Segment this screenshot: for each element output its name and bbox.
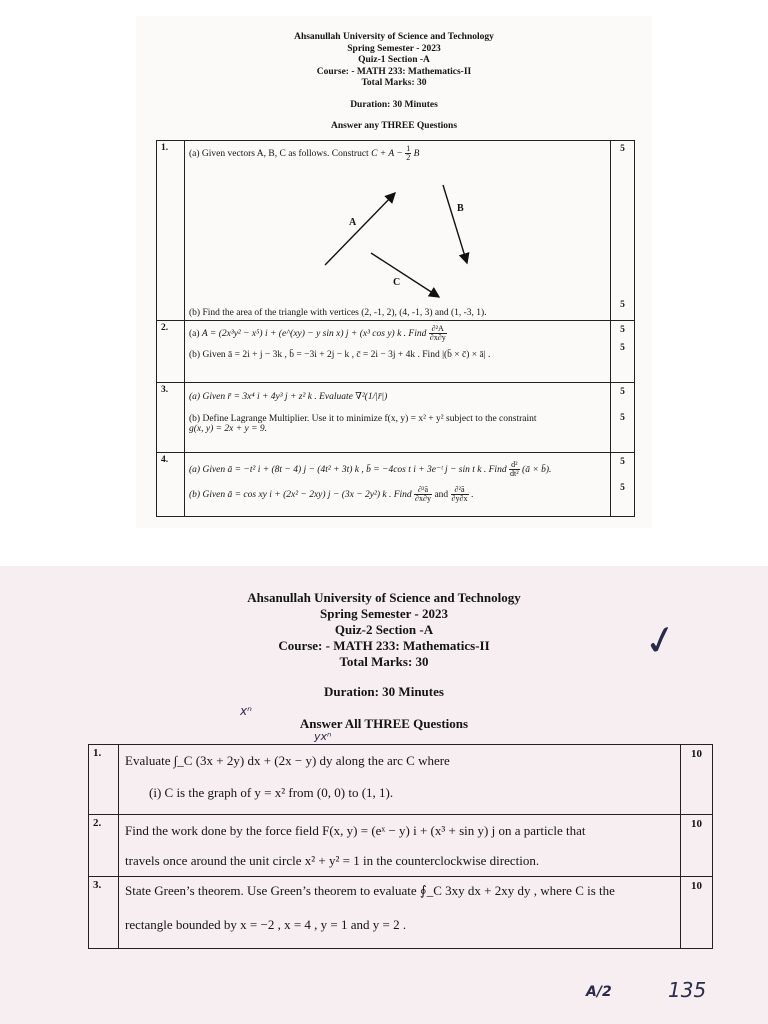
q4-part-a: (a) Given ā = −t² i + (8t − 4) j − (4t² + 3t) k , b̄ = −4cos t i + 3e⁻ᵗ j − sin t k . Find $\frac{\text{d²}}{\text{dt²}}$ (ā × b̄).	[189, 460, 552, 479]
q4-part-b: (b) Given ā = cos xy i + (2x² − 2xy) j − (3x − 2y²) k . Find $\frac{\text{∂²ā}}{\partial x\partial y}$ and $\frac{\text{∂²ā}}{\partial y\partial x}$ .	[189, 485, 474, 504]
quiz1-total-marks: Total Marks: 30	[361, 78, 427, 88]
quiz1-course: Course: - MATH 233: Mathematics-II	[316, 66, 472, 77]
quiz2-instruction: Answer All THREE Questions	[299, 716, 469, 731]
q3-part-a: (a) Given r̄ = 3x⁴ i + 4y³ j + z² k . Evaluate ∇²(1/|r̄|)	[189, 392, 388, 402]
q1-marks: 10	[691, 748, 702, 760]
q4a-marks: 5	[620, 457, 625, 467]
quiz1-university: Ahsanullah University of Science and Technology	[294, 32, 494, 42]
q2-marks: 10	[691, 818, 702, 830]
handwritten-note-yxn: yxⁿ	[314, 730, 332, 743]
quiz1-question-4	[157, 453, 635, 517]
question-number: 3.	[89, 877, 119, 949]
quiz1-semester: Spring Semester - 2023	[347, 43, 441, 54]
quiz2-semester: Spring Semester - 2023	[320, 606, 448, 621]
q3-text-continued: rectangle bounded by x = −2 , x = 4 , y = 1 and y = 2 .	[125, 917, 407, 932]
q3b-marks: 5	[620, 413, 625, 423]
quiz1-question-3	[157, 383, 635, 453]
handwritten-note-xn: xⁿ	[240, 704, 252, 718]
question-number: 1.	[157, 141, 185, 321]
q1-part-b: (b) Find the area of the triangle with vertices (2, -1, 2), (4, -1, 3) and (1, -3, 1).	[189, 308, 487, 318]
q3-part-b: (b) Define Lagrange Multiplier. Use it to minimize f(x, y) = x² + y² subject to the constraint	[189, 414, 537, 424]
quiz1-question-1	[157, 141, 635, 321]
vector-c-arrow	[371, 253, 439, 297]
quiz1-instruction: Answer any THREE Questions	[330, 121, 458, 131]
quiz2-total-marks: Total Marks: 30	[339, 654, 429, 669]
quiz2-duration: Duration: 30 Minutes	[324, 684, 444, 699]
q3-text: State Green’s theorem. Use Green’s theorem to evaluate ∮_C 3xy dx + 2xy dy , where C is the	[125, 883, 615, 898]
q2-text: Find the work done by the force field F(x, y) = (eˣ − y) i + (x³ + sin y) j on a particle that	[125, 823, 586, 838]
handwritten-score: 135	[668, 978, 707, 1002]
quiz2-sheet	[0, 566, 768, 1024]
q2-part-b: (b) Given ā = 2i + j − 3k , b̄ = −3i + 2j − k , c̄ = 2i − 3j + 4k . Find |(b̄ × c̄) × ā| .	[189, 350, 491, 361]
quiz1-question-table	[156, 140, 635, 517]
quiz2-course: Course: - MATH 233: Mathematics-II	[278, 638, 490, 653]
q3-part-b-constraint: g(x, y) = 2x + y = 9.	[189, 424, 268, 434]
quiz1-duration: Duration: 30 Minutes	[350, 99, 438, 110]
question-number: 1.	[89, 745, 119, 815]
q1a-marks: 5	[620, 144, 625, 154]
quiz2-question-1	[89, 745, 713, 815]
quiz2-question-3	[89, 877, 713, 949]
q3a-marks: 5	[620, 387, 625, 397]
q1-subpart: (i) C is the graph of y = x² from (0, 0) to (1, 1).	[149, 785, 394, 800]
question-number: 3.	[157, 383, 185, 453]
q4b-marks: 5	[620, 483, 625, 493]
q2-text-continued: travels once around the unit circle x² + y² = 1 in the counterclockwise direction.	[125, 853, 540, 868]
q2b-marks: 5	[620, 343, 625, 353]
quiz2-question-table	[88, 744, 713, 949]
q1-part-a: (a) Given vectors A, B, C as follows. Construct C + A − $\frac{1}{2}$ B	[189, 144, 420, 163]
quiz1-sheet	[136, 16, 652, 528]
vector-b-label: B	[457, 203, 464, 214]
question-number: 2.	[157, 321, 185, 383]
question-number: 2.	[89, 815, 119, 877]
q3-marks: 10	[691, 880, 702, 892]
handwritten-fraction: A/2	[586, 984, 612, 1000]
vector-b-arrow	[443, 185, 467, 263]
quiz1-quiz: Quiz-1 Section -A	[358, 55, 430, 65]
quiz1-question-2	[157, 321, 635, 383]
question-number: 4.	[157, 453, 185, 517]
vector-diagram	[185, 141, 611, 321]
q2a-marks: 5	[620, 325, 625, 335]
q2-part-a: (a) A = (2x³y² − x⁵) i + (e^(xy) − y sin x) j + (x³ cos y) k . Find $\frac{\text{∂²A}}{\partial x\partial y}$	[189, 324, 446, 343]
q1b-marks: 5	[620, 300, 625, 310]
vector-a-label: A	[349, 217, 357, 228]
handwritten-tick: ✓	[639, 615, 682, 667]
vector-c-label: C	[393, 277, 401, 288]
quiz2-university: Ahsanullah University of Science and Technology	[247, 590, 521, 605]
quiz2-quiz: Quiz-2 Section -A	[334, 622, 434, 637]
quiz1-header	[136, 32, 652, 133]
q1-text: Evaluate ∫_C (3x + 2y) dx + (2x − y) dy along the arc C where	[125, 753, 450, 768]
vector-a-arrow	[325, 193, 395, 265]
quiz2-question-2	[89, 815, 713, 877]
